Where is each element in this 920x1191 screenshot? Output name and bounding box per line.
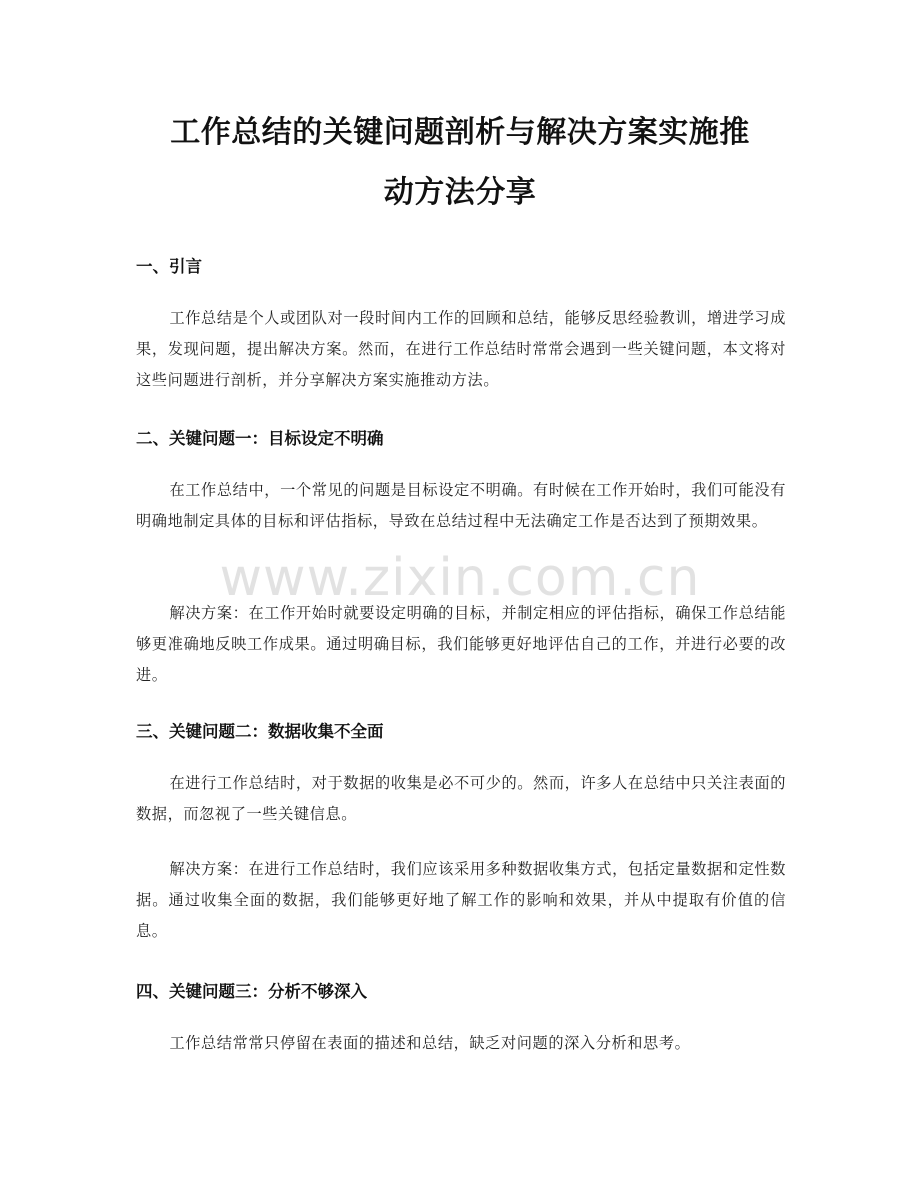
section-heading-issue-one: 二、关键问题一：目标设定不明确 xyxy=(136,429,384,448)
paragraph-issue-two-solution: 解决方案：在进行工作总结时，我们应该采用多种数据收集方式，包括定量数据和定性数据。通过收集全面的数据，我们能够更好地了解工作的影响和效果，并从中提取有价值的信息。 xyxy=(136,860,786,940)
paragraph-issue-two-description: 在进行工作总结时，对于数据的收集是必不可少的。然而，许多人在总结中只关注表面的数据，而忽视了一些关键信息。 xyxy=(136,774,786,823)
watermark-text: www.zixin.com.cn xyxy=(219,548,701,608)
section-heading-issue-three: 四、关键问题三：分析不够深入 xyxy=(136,982,367,1001)
paragraph-issue-one-solution: 解决方案：在工作开始时就要设定明确的目标，并制定相应的评估指标，确保工作总结能够更准确地反映工作成果。通过明确目标，我们能够更好地评估自己的工作，并进行必要的改进。 xyxy=(136,604,786,684)
document-title-line-2: 动方法分享 xyxy=(383,175,537,210)
paragraph-issue-three-description: 工作总结常常只停留在表面的描述和总结，缺乏对问题的深入分析和思考。 xyxy=(169,1034,691,1052)
paragraph-issue-one-description: 在工作总结中，一个常见的问题是目标设定不明确。有时候在工作开始时，我们可能没有明确地制定具体的目标和评估指标，导致在总结过程中无法确定工作是否达到了预期效果。 xyxy=(136,481,786,530)
section-heading-issue-two: 三、关键问题二：数据收集不全面 xyxy=(136,722,384,741)
section-heading-introduction: 一、引言 xyxy=(136,257,202,276)
paragraph-introduction: 工作总结是个人或团队对一段时间内工作的回顾和总结，能够反思经验教训，增进学习成果，发现问题，提出解决方案。然而，在进行工作总结时常常会遇到一些关键问题，本文将对这些问题进行剖析，并分享解决方案实施推动方法。 xyxy=(136,309,786,389)
document-title-line-1: 工作总结的关键问题剖析与解决方案实施推 xyxy=(170,115,750,150)
